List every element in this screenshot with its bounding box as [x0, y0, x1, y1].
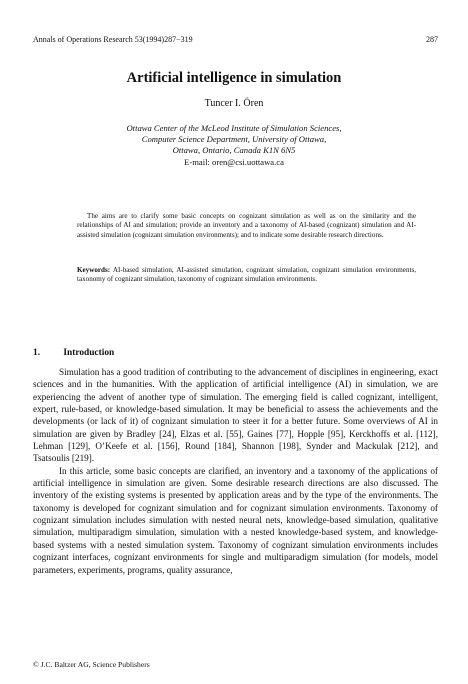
affiliation-line-2: Computer Science Department, University of Ottawa, [141, 134, 327, 145]
copyright-footer: © J.C. Baltzer AG, Science Publishers [33, 660, 150, 669]
author-affiliation [0, 123, 468, 168]
keywords-text: AI-based simulation, AI-assisted simulation, cognizant simulation, cognizant simulation environments, taxonomy of cognizant simulation, taxonomy of cognizant simulation environments. [77, 266, 416, 284]
journal-citation: Annals of Operations Research 53(1994)287−319 [33, 35, 193, 44]
affiliation-line-1: Ottawa Center of the McLeod Institute of Simulation Sciences, [126, 123, 342, 133]
section-number: 1. [33, 348, 41, 358]
section-heading [33, 347, 114, 359]
body-paragraph: Simulation has a good tradition of contributing to the advancement of disciplines in engineering, exact sciences and in the humanities. With the application of artificial intelligence (AI) in simulation, we are experiencing the advent of another type of simulation. The emerging field is called cognizant, intelligent, expert, rule-based, or knowledge-based simulation. It may be beneficial to assess the achievements and the developments (or lack of it) of cognizant simulation to steer it for a better future. Some overviews of AI in simulation are given by Bradley [24], Elzas et al. [55], Gaines [77], Hopple [95], Kerckhoffs et al. [112], Lehman [129], O’Keefe et al. [156], Round [184], Shannon [198], Synder and Mackulak [212], and Tsatsoulis [219]. [33, 367, 438, 464]
affiliation-line-3: Ottawa, Ontario, Canada K1N 6N5 [172, 145, 296, 156]
keywords-label: Keywords: [77, 266, 111, 274]
paper-title: Artificial intelligence in simulation [126, 70, 342, 86]
running-head [33, 35, 438, 45]
body-text [33, 366, 438, 576]
author-email: E-mail: oren@csi.uottawa.ca [184, 156, 284, 167]
author-name: Tuncer I. Ören [204, 98, 264, 109]
body-paragraph: In this article, some basic concepts are clarified, an inventory and a taxonomy of the applications of artificial intelligence in simulation are given. Some desirable research directions are also discussed. The inventory of the existing systems is presented by application areas and by the type of the environments. The taxonomy is developed for cognizant simulation and for cognizant simulation environments. Taxonomy of cognizant simulation includes simulation with nested neural nets, knowledge-based simulation, qualitative simulation, multiparadigm simulation, simulation with a nested knowledge-based system, and knowledge-based systems with a nested simulation system. Taxonomy of cognizant simulation environments includes cognizant interfaces, cognizant environments for single and multiparadigm simulation (for models, model parameters, experiments, programs, quality assurance, [33, 465, 438, 575]
keywords [77, 266, 416, 285]
section-title: Introduction [63, 348, 115, 358]
abstract: The aims are to clarify some basic concepts on cognizant simulation as well as on the similarity and the relationships of AI and simulation; provide an inventory and a taxonomy of AI-based (cognizant) simulation and AI-assisted simulation (cognizant simulation environments); and to indicate some desirable research directions. [77, 212, 416, 239]
page-number: 287 [426, 35, 438, 44]
